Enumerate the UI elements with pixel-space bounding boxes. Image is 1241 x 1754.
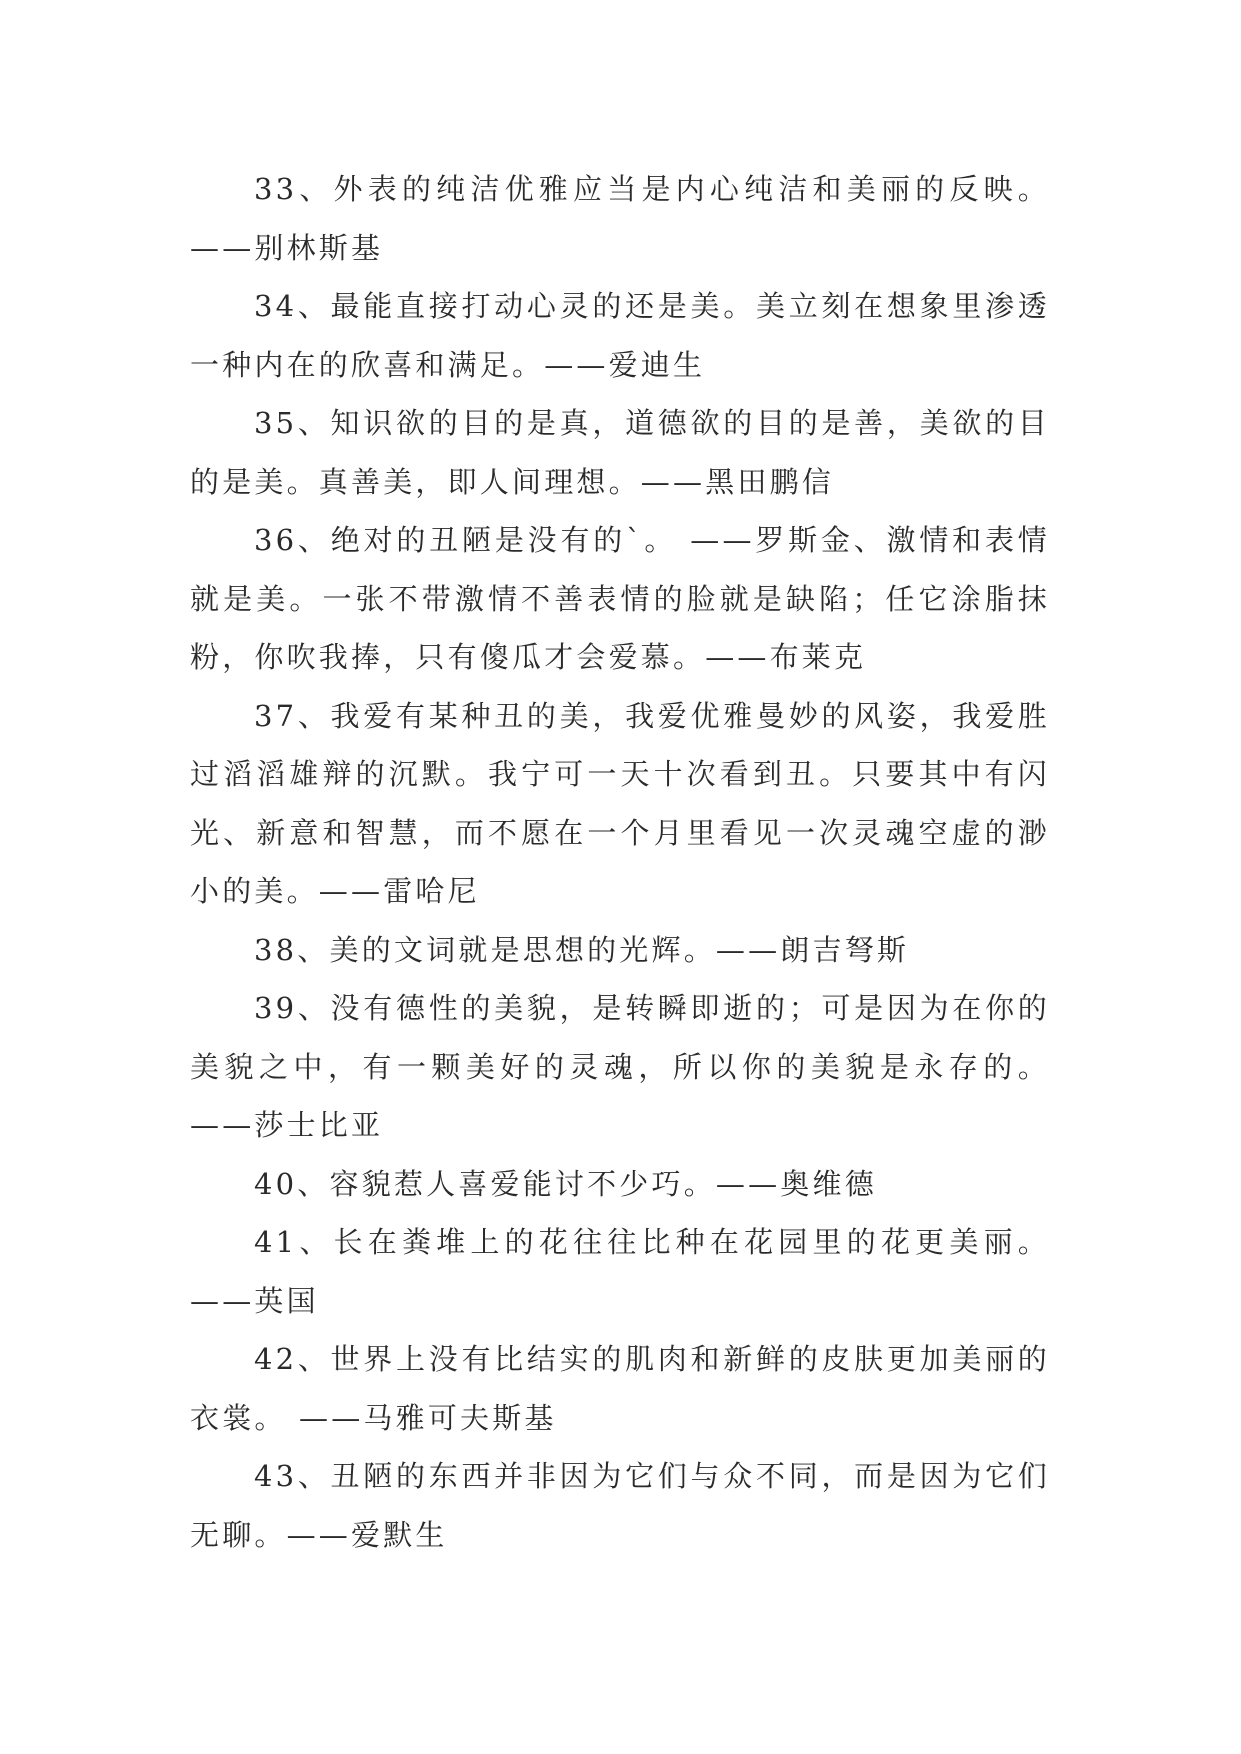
quote-paragraph-40: 40、容貌惹人喜爱能讨不少巧。——奥维德 bbox=[254, 1166, 877, 1201]
quote-paragraph-34: 34、最能直接打动心灵的还是美。美立刻在想象里渗透一种内在的欣喜和满足。——爱迪生 bbox=[190, 289, 1050, 382]
quote-paragraph-41: 41、长在粪堆上的花往往比种在花园里的花更美丽。——英国 bbox=[190, 1225, 1050, 1318]
quote-paragraph-39: 39、没有德性的美貌，是转瞬即逝的；可是因为在你的美貌之中，有一颗美好的灵魂，所以你的美貌是永存的。——莎士比亚 bbox=[190, 991, 1050, 1142]
quote-paragraph-42: 42、世界上没有比结实的肌肉和新鲜的皮肤更加美丽的衣裳。 ——马雅可夫斯基 bbox=[190, 1342, 1050, 1435]
quote-paragraph-43: 43、丑陋的东西并非因为它们与众不同，而是因为它们无聊。——爱默生 bbox=[190, 1459, 1050, 1552]
quote-paragraph-36: 36、绝对的丑陋是没有的`。 ——罗斯金、激情和表情就是美。一张不带激情不善表情的脸就是缺陷；任它涂脂抹粉，你吹我捧，只有傻瓜才会爱慕。——布莱克 bbox=[190, 523, 1050, 674]
quote-paragraph-38: 38、美的文词就是思想的光辉。——朗吉弩斯 bbox=[254, 932, 910, 967]
document-body bbox=[190, 160, 1050, 1564]
quote-paragraph-35: 35、知识欲的目的是真，道德欲的目的是善，美欲的目的是美。真善美，即人间理想。——黑田鹏信 bbox=[190, 406, 1050, 499]
quote-paragraph-37: 37、我爱有某种丑的美，我爱优雅曼妙的风姿，我爱胜过滔滔雄辩的沉默。我宁可一天十次看到丑。只要其中有闪光、新意和智慧，而不愿在一个月里看见一次灵魂空虚的渺小的美。——雷哈尼 bbox=[190, 698, 1050, 908]
quote-paragraph-33: 33、外表的纯洁优雅应当是内心纯洁和美丽的反映。——别林斯基 bbox=[190, 172, 1050, 265]
